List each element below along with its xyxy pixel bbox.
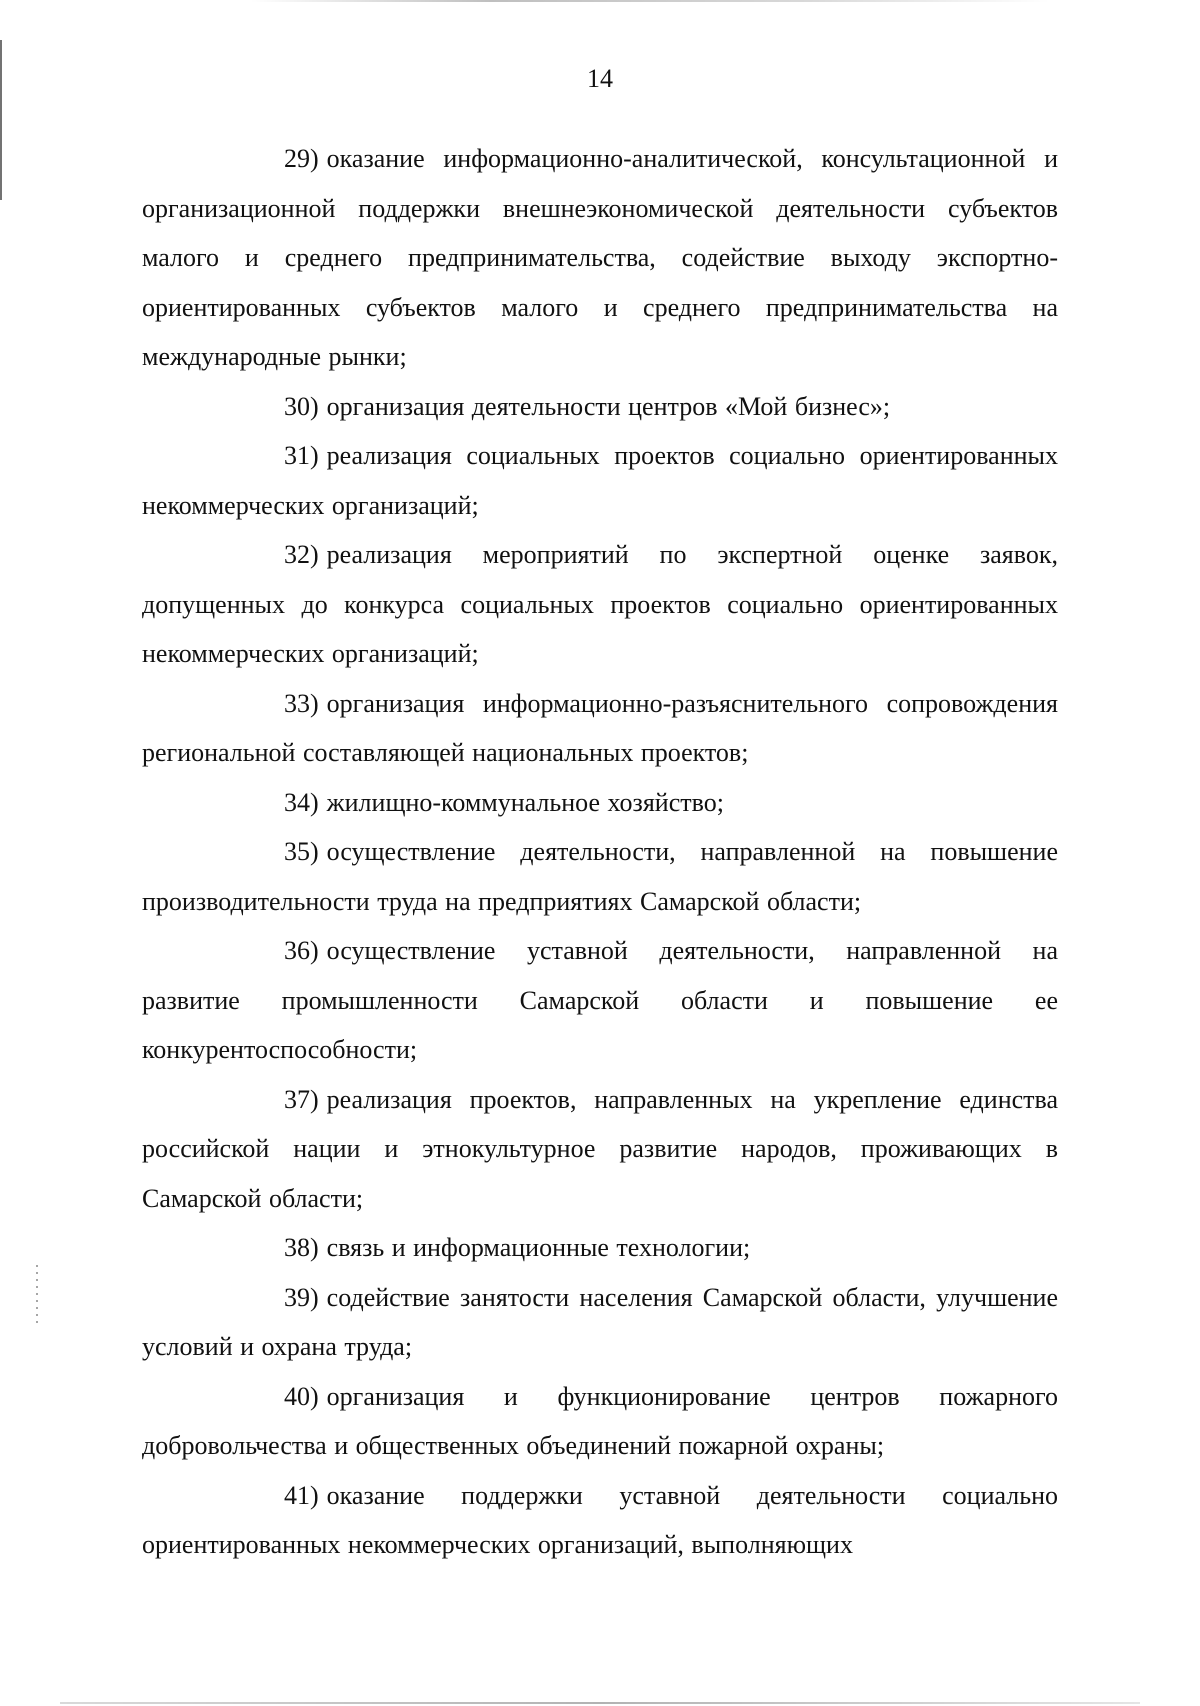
list-item-32: [142, 530, 1058, 679]
list-item-31: [142, 431, 1058, 530]
item-text: реализация социальных проектов социально ориентированных некоммерческих организаций;: [142, 441, 1058, 520]
list-item-38: [142, 1223, 1058, 1273]
list-item-29: [142, 134, 1058, 382]
list-item-37: [142, 1075, 1058, 1224]
item-text: осуществление деятельности, направленной на повышение производительности труда на предприятиях Самарской области;: [142, 837, 1058, 916]
document-body: [142, 134, 1058, 1570]
item-text: оказание информационно-аналитической, консультационной и организационной поддержки внешнеэкономической деятельности субъектов малого и среднего предпринимательства, содействие выходу экспортно-ориентированных субъектов малого и среднего предпринимательства на международные рынки;: [142, 144, 1058, 371]
item-text: связь и информационные технологии;: [326, 1233, 751, 1262]
item-text: содействие занятости населения Самарской области, улучшение условий и охрана труда;: [142, 1282, 1058, 1361]
item-number: 39): [284, 1282, 319, 1312]
item-text: жилищно-коммунальное хозяйство;: [326, 787, 724, 817]
item-number: 37): [284, 1084, 319, 1114]
item-text: реализация проектов, направленных на укрепление единства российской нации и этнокультурное развитие народов, проживающих в Самарской области;: [142, 1084, 1058, 1213]
item-number: 36): [284, 936, 319, 965]
item-number: 38): [284, 1233, 319, 1262]
list-item-41: [142, 1471, 1058, 1570]
item-text: реализация мероприятий по экспертной оценке заявок, допущенных до конкурса социальных проектов социально ориентированных некоммерческих организаций;: [142, 540, 1058, 668]
page-number: 14: [587, 64, 613, 93]
item-text: организация деятельности центров «Мой бизнес»;: [326, 391, 891, 421]
list-item-33: [142, 679, 1058, 778]
list-item-35: [142, 827, 1058, 926]
item-number: 32): [284, 540, 319, 569]
item-number: 41): [284, 1480, 319, 1510]
list-item-30: [142, 382, 1058, 432]
item-text: организация и функционирование центров пожарного добровольчества и общественных объединений пожарной охраны;: [142, 1381, 1058, 1460]
scan-artifact-top: [250, 0, 1050, 2]
item-text: организация информационно-разъяснительного сопровождения региональной составляющей национальных проектов;: [142, 688, 1058, 767]
item-number: 29): [284, 144, 319, 173]
item-number: 40): [284, 1381, 319, 1411]
scan-artifact-bottom: [60, 1702, 1140, 1704]
item-number: 35): [284, 837, 319, 866]
item-number: 30): [284, 391, 319, 421]
item-text: оказание поддержки уставной деятельности социально ориентированных некоммерческих организаций, выполняющих: [142, 1480, 1058, 1559]
scan-artifact-dots: [36, 1265, 38, 1325]
list-item-36: [142, 926, 1058, 1075]
list-item-40: [142, 1372, 1058, 1471]
item-number: 33): [284, 688, 319, 718]
item-number: 34): [284, 787, 319, 817]
item-text: осуществление уставной деятельности, направленной на развитие промышленности Самарской области и повышение ее конкурентоспособности;: [142, 936, 1058, 1064]
list-item-34: [142, 778, 1058, 828]
list-item-39: [142, 1273, 1058, 1372]
item-number: 31): [284, 441, 319, 470]
